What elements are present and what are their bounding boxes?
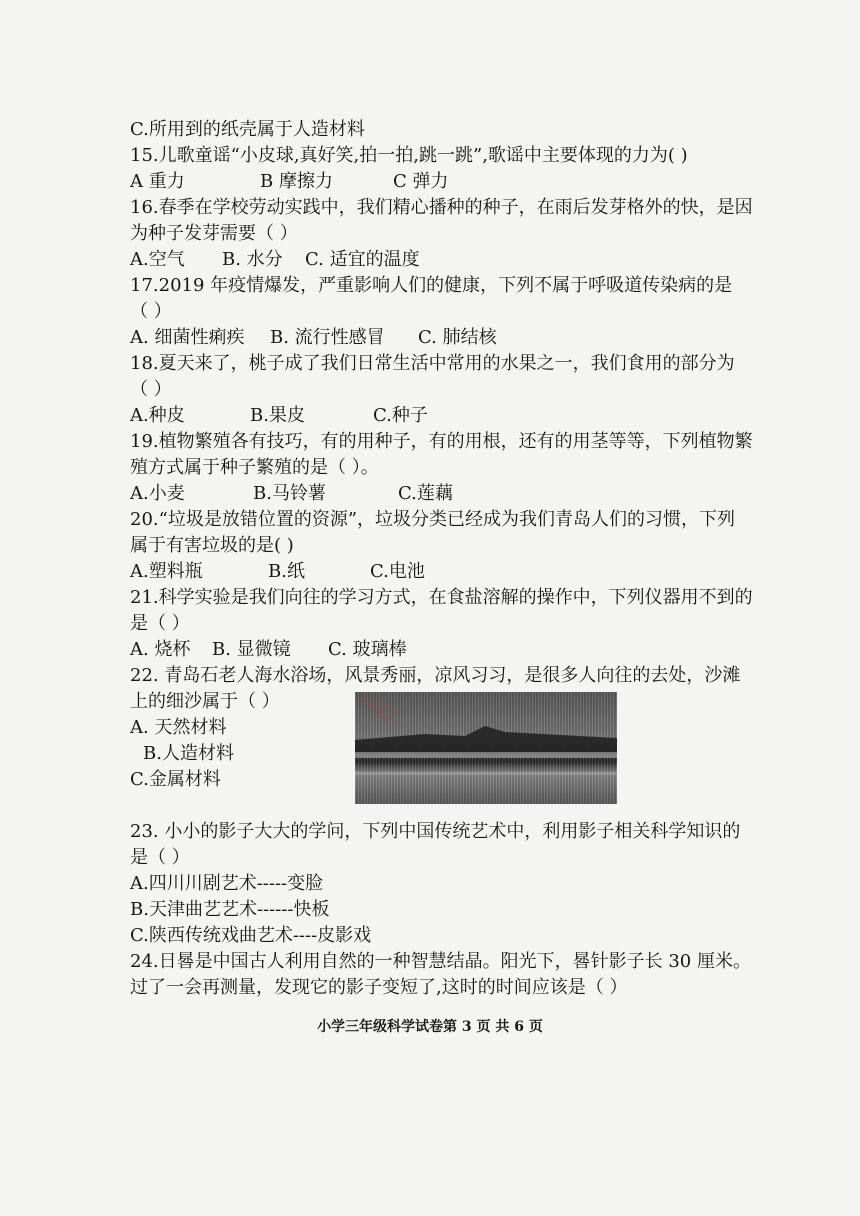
q23-option-a: A.四川川剧艺术-----变脸	[130, 873, 324, 894]
q18-option-a: A.种皮	[130, 405, 185, 426]
beach-photo	[355, 692, 617, 804]
q21-stem-line1: 21.科学实验是我们向往的学习方式，在食盐溶解的操作中，下列仪器用不到的	[130, 587, 753, 608]
q19-stem-line1: 19.植物繁殖各有技巧，有的用种子，有的用根，还有的用茎等等，下列植物繁	[130, 431, 753, 452]
q19-stem-line2: 殖方式属于种子繁殖的是（ ）。	[130, 457, 379, 478]
q18-stem-line1: 18.夏天来了，桃子成了我们日常生活中常用的水果之一，我们食用的部分为	[130, 353, 735, 374]
q18-option-c: C.种子	[373, 405, 428, 426]
q21-stem-line2: 是（ ）	[130, 613, 190, 634]
q22-stem-line2: 上的细沙属于（ ）	[130, 691, 280, 712]
q16-stem-line1: 16.春季在学校劳动实践中，我们精心播种的种子，在雨后发芽格外的快，是因	[130, 197, 753, 218]
q23-stem-line1: 23. 小小的影子大大的学问，下列中国传统艺术中，利用影子相关科学知识的	[130, 821, 741, 842]
q23-stem-line2: 是（ ）	[130, 847, 190, 868]
q16-option-a: A.空气	[130, 249, 185, 270]
q22-stem-line1: 22. 青岛石老人海水浴场，风景秀丽，凉风习习，是很多人向往的去处，沙滩	[130, 665, 741, 686]
q24-stem-line1: 24.日晷是中国古人利用自然的一种智慧结晶。阳光下，晷针影子长 30 厘米。	[130, 951, 751, 972]
beach-photo-scene	[355, 692, 617, 804]
q22-option-a: A. 天然材料	[130, 717, 227, 738]
q15-stem: 15.儿歌童谣“小皮球,真好笑,拍一拍,跳一跳”,歌谣中主要体现的力为( )	[130, 145, 688, 166]
q19-option-b: B.马铃薯	[253, 483, 326, 504]
q19-option-c: C.莲藕	[398, 483, 453, 504]
q16-option-b: B. 水分	[222, 249, 283, 270]
q15-option-b: B 摩擦力	[260, 171, 333, 192]
q18-option-b: B.果皮	[250, 405, 305, 426]
q14-option-c: C.所用到的纸壳属于人造材料	[130, 119, 365, 140]
q21-option-c: C. 玻璃棒	[328, 639, 407, 660]
q20-option-a: A.塑料瓶	[130, 561, 203, 582]
q19-option-a: A.小麦	[130, 483, 185, 504]
q20-stem-line2: 属于有害垃圾的是( )	[130, 535, 294, 556]
q24-stem-line2: 过了一会再测量，发现它的影子变短了,这时的时间应该是（ ）	[130, 977, 628, 998]
q20-option-c: C.电池	[370, 561, 425, 582]
q17-stem-line1: 17.2019 年疫情爆发，严重影响人们的健康，下列不属于呼吸道传染病的是	[130, 275, 733, 296]
q17-option-a: A. 细菌性痢疾	[130, 327, 245, 348]
q21-option-b: B. 显微镜	[212, 639, 291, 660]
q16-stem-line2: 为种子发芽需要（ ）	[130, 223, 298, 244]
page-footer: 小学三年级科学试卷第 3 页 共 6 页	[317, 1019, 543, 1035]
q15-option-a: A 重力	[130, 171, 185, 192]
q17-stem-line2: （ ）	[130, 301, 172, 322]
q22-option-c: C.金属材料	[130, 769, 221, 790]
q15-option-c: C 弹力	[393, 171, 449, 192]
q22-option-b: B.人造材料	[143, 743, 234, 764]
q23-option-c: C.陕西传统戏曲艺术----皮影戏	[130, 925, 372, 946]
q18-stem-line2: （ ）	[130, 379, 172, 400]
q23-option-b: B.天津曲艺艺术------快板	[130, 899, 330, 920]
q20-stem-line1: 20.“垃圾是放错位置的资源”，垃圾分类已经成为我们青岛人们的习惯，下列	[130, 509, 736, 530]
q16-option-c: C. 适宜的温度	[305, 249, 420, 270]
q20-option-b: B.纸	[268, 561, 305, 582]
q17-option-b: B. 流行性感冒	[270, 327, 385, 348]
q17-option-c: C. 肺结核	[418, 327, 497, 348]
q21-option-a: A. 烧杯	[130, 639, 191, 660]
